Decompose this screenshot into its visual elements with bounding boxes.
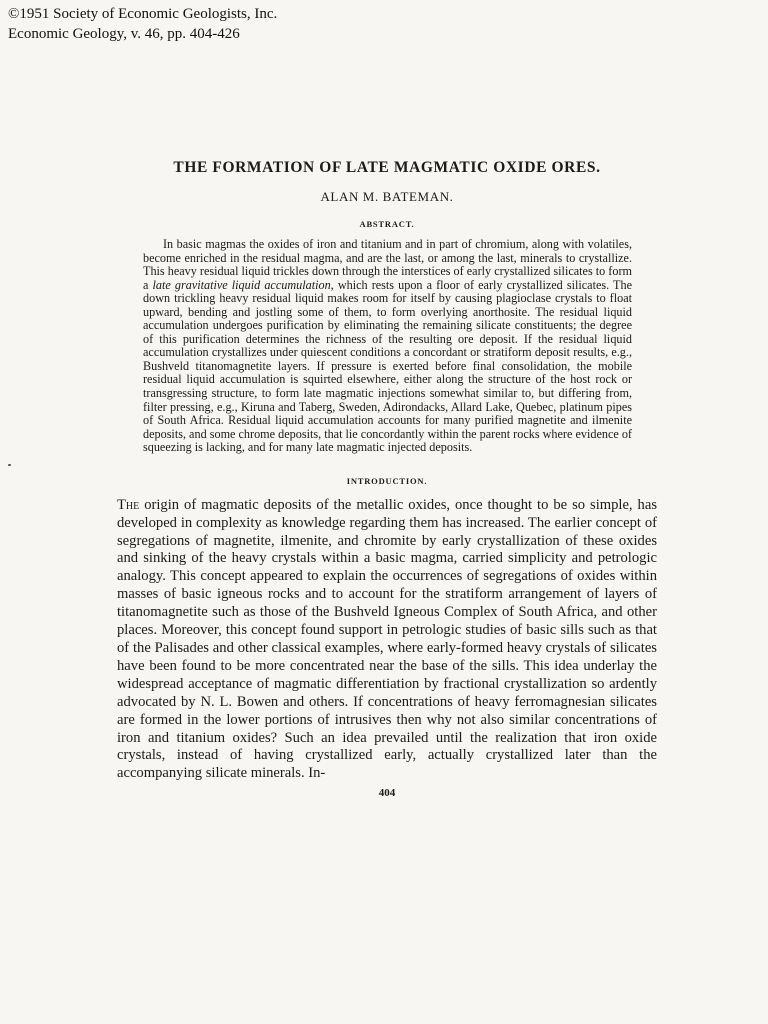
- introduction-heading: INTRODUCTION.: [346, 475, 428, 486]
- abstract-text-part2: which rests upon a floor of early crystallized silicates. The down trickling heavy residual liquid makes room for itself by causing plagioclase crystals to float upward, bending and jostling some of them, to form overlying anorthosite. The residual liquid accumulation undergoes purification by eliminating the remaining silicate constituents; the degree of this purification determines the richness of the resulting ore deposit. If the residual liquid accumulation crystallizes under quiescent conditions a concordant or stratiform deposit results, e.g., Bushveld titanomagnetite layers. If pressure is exerted before final consolidation, the mobile residual liquid accumulation is squirted elsewhere, either along the structure of the host rock or transgressing structure, to form late magmatic injections somewhat similar to, but differing from, filter pressing, e.g., Kiruna and Taberg, Sweden, Adirondacks, Allard Lake, Quebec, platinum pipes of South Africa. Residual liquid accumulation accounts for many purified magnetite and ilmenite deposits, and some chrome deposits, that lie concordantly within the parent rocks where evidence of squeezing is lacking, and for many late magmatic injected deposits.: [143, 277, 633, 455]
- article-title: THE FORMATION OF LATE MAGMATIC OXIDE ORES.: [173, 159, 601, 176]
- intro-lead-word: The: [117, 496, 140, 513]
- abstract-emphasis: late gravitative liquid accumulation,: [152, 277, 334, 292]
- article-author: ALAN M. BATEMAN.: [320, 189, 454, 204]
- abstract: [143, 238, 632, 455]
- introduction-paragraph: [117, 497, 657, 784]
- introduction-body: [117, 497, 657, 784]
- abstract-paragraph: [143, 238, 632, 455]
- page-number: 404: [378, 787, 396, 800]
- copyright-line: ©1951 Society of Economic Geologists, Inc.: [8, 6, 278, 22]
- copyright-notice: [8, 4, 277, 44]
- article: [117, 157, 657, 800]
- citation-line: Economic Geology, v. 46, pp. 404-426: [8, 26, 240, 42]
- abstract-heading: ABSTRACT.: [359, 219, 415, 229]
- intro-text: origin of magmatic deposits of the metallic oxides, once thought to be so simple, has developed in complexity as knowledge regarding them has increased. The earlier concept of segregations of magnetite, ilmenite, and chromite by early crystallization of these oxides and sinking of the heavy crystals within a basic magma, carried simplicity and petrologic analogy. This concept appeared to explain the occurrences of segregations of oxides within masses of basic igneous rocks and to account for the stratiform arrangement of layers of titanomagnetite such as those of the Bushveld Igneous Complex of South Africa, and other places. Moreover, this concept found support in petrologic studies of basic sills such as that of the Palisades and other classical examples, where early-formed heavy crystals of silicates have been found to be more concentrated near the base of the sills. This idea underlay the widespread acceptance of magmatic differentiation by fractional crystallization so ardently advocated by N. L. Bowen and others. If concentrations of heavy ferromagnesian silicates are formed in the lower portions of intrusives then why not also similar concentrations of iron and titanium oxides? Such an idea prevailed until the realization that iron oxide crystals, instead of having crystallized early, actually crystallized later than the accompanying silicate minerals. In-: [117, 496, 657, 782]
- abstract-text-part1: In basic magmas the oxides of iron and titanium and in part of chromium, along with volatiles, become enriched in the residual magma, and are the last, or among the last, minerals to crystallize. This heavy residual liquid trickles down through the interstices of early crystallized silicates to form a: [143, 237, 632, 292]
- scan-speck: [8, 464, 11, 466]
